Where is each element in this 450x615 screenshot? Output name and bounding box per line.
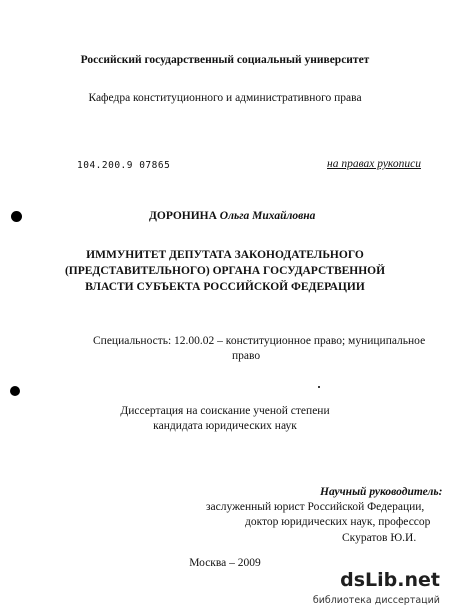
dslib-watermark [312, 569, 440, 613]
supervisor-degree-line: доктор юридических наук, профессор [245, 516, 431, 528]
punch-hole-mark [11, 211, 22, 222]
department-name: Кафедра конституционного и административного права [88, 92, 362, 104]
city-year: Москва – 2009 [189, 557, 261, 569]
degree-line-1: Диссертация на соискание ученой степени [120, 405, 330, 417]
specialty-line-2: право [232, 350, 261, 362]
watermark-logo-main: Lib [365, 569, 398, 591]
watermark-subtitle: библиотека диссертаций [312, 595, 440, 606]
archive-stamp-number: 104.200.9 07865 [77, 160, 171, 171]
specialty-line-1: Специальность: 12.00.02 – конституционное право; муниципальное [93, 335, 426, 347]
university-name: Российский государственный социальный университет [80, 54, 370, 66]
thesis-title-line-3: ВЛАСТИ СУБЪЕКТА РОССИЙСКОЙ ФЕДЕРАЦИИ [85, 281, 365, 293]
watermark-logo-suffix: .net [397, 569, 440, 591]
thesis-title-line-1: ИММУНИТЕТ ДЕПУТАТА ЗАКОНОДАТЕЛЬНОГО [86, 249, 364, 261]
punch-hole-mark [10, 386, 20, 396]
scan-speck [318, 386, 320, 388]
degree-line-2: кандидата юридических наук [153, 420, 297, 432]
author-surname: ДОРОНИНА [149, 210, 217, 222]
supervisor-name: Скуратов Ю.И. [342, 532, 417, 544]
manuscript-rights-note: на правах рукописи [327, 158, 421, 170]
watermark-logo-prefix: ds [340, 569, 366, 591]
supervisor-heading: Научный руководитель: [320, 486, 443, 498]
author-given-names: Ольга Михайловна [219, 210, 316, 222]
author-name [149, 209, 315, 223]
thesis-title-line-2: (ПРЕДСТАВИТЕЛЬНОГО) ОРГАНА ГОСУДАРСТВЕННОЙ [64, 265, 386, 277]
watermark-logo [340, 569, 440, 591]
supervisor-title-line: заслуженный юрист Российской Федерации, [206, 501, 425, 513]
